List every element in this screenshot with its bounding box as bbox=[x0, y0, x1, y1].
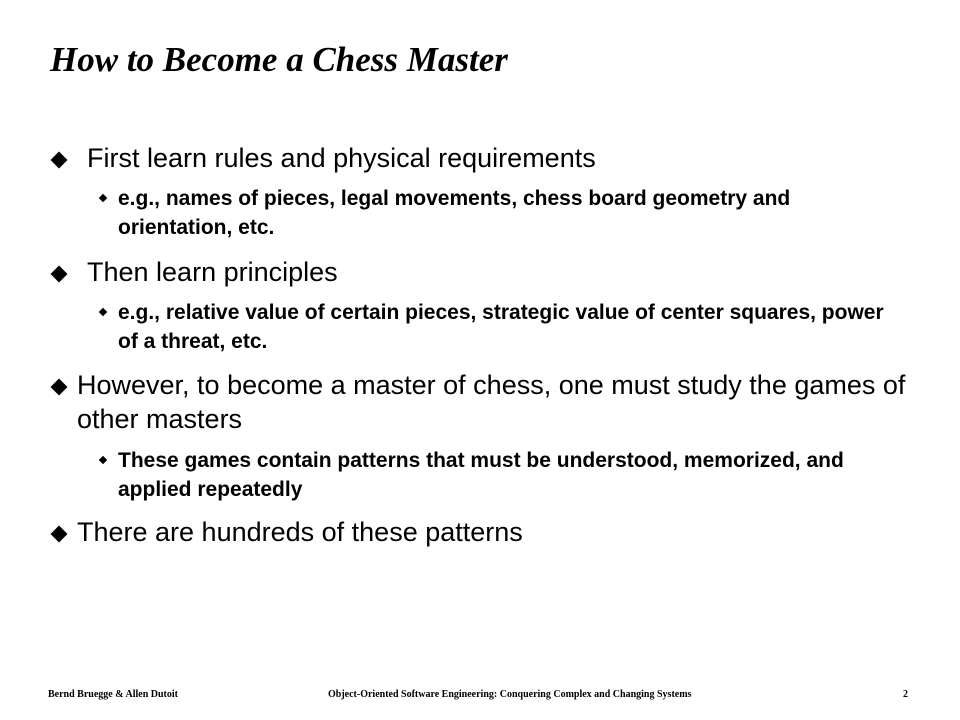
footer-authors: Bernd Bruegge & Allen Dutoit bbox=[48, 689, 178, 700]
sub-bullet-3-text: These games contain patterns that must be understood, memorized, and applied repeatedly bbox=[118, 449, 844, 501]
diamond-bullet-icon bbox=[51, 152, 68, 169]
bullet-2-text: Then learn principles bbox=[87, 257, 338, 287]
bullet-3-text: However, to become a master of chess, one must study the games of other masters bbox=[77, 370, 906, 434]
bullet-4-text: There are hundreds of these patterns bbox=[77, 517, 523, 547]
footer-page-number: 2 bbox=[903, 689, 908, 700]
diamond-bullet-icon bbox=[51, 379, 68, 396]
diamond-bullet-icon bbox=[51, 526, 68, 543]
slide-title: How to Become a Chess Master bbox=[50, 40, 508, 79]
footer-book-title: Object-Oriented Software Engineering: Conquering Complex and Changing Systems bbox=[328, 689, 692, 700]
sub-bullet-2-text: e.g., relative value of certain pieces, strategic value of center squares, power of a threat, etc. bbox=[118, 301, 884, 353]
small-diamond-bullet-icon bbox=[99, 194, 107, 202]
small-diamond-bullet-icon bbox=[99, 308, 107, 316]
diamond-bullet-icon bbox=[51, 266, 68, 283]
sub-bullet-1-text: e.g., names of pieces, legal movements, chess board geometry and orientation, etc. bbox=[118, 187, 791, 239]
small-diamond-bullet-icon bbox=[99, 456, 107, 464]
bullet-1-text: First learn rules and physical requirements bbox=[87, 143, 596, 173]
